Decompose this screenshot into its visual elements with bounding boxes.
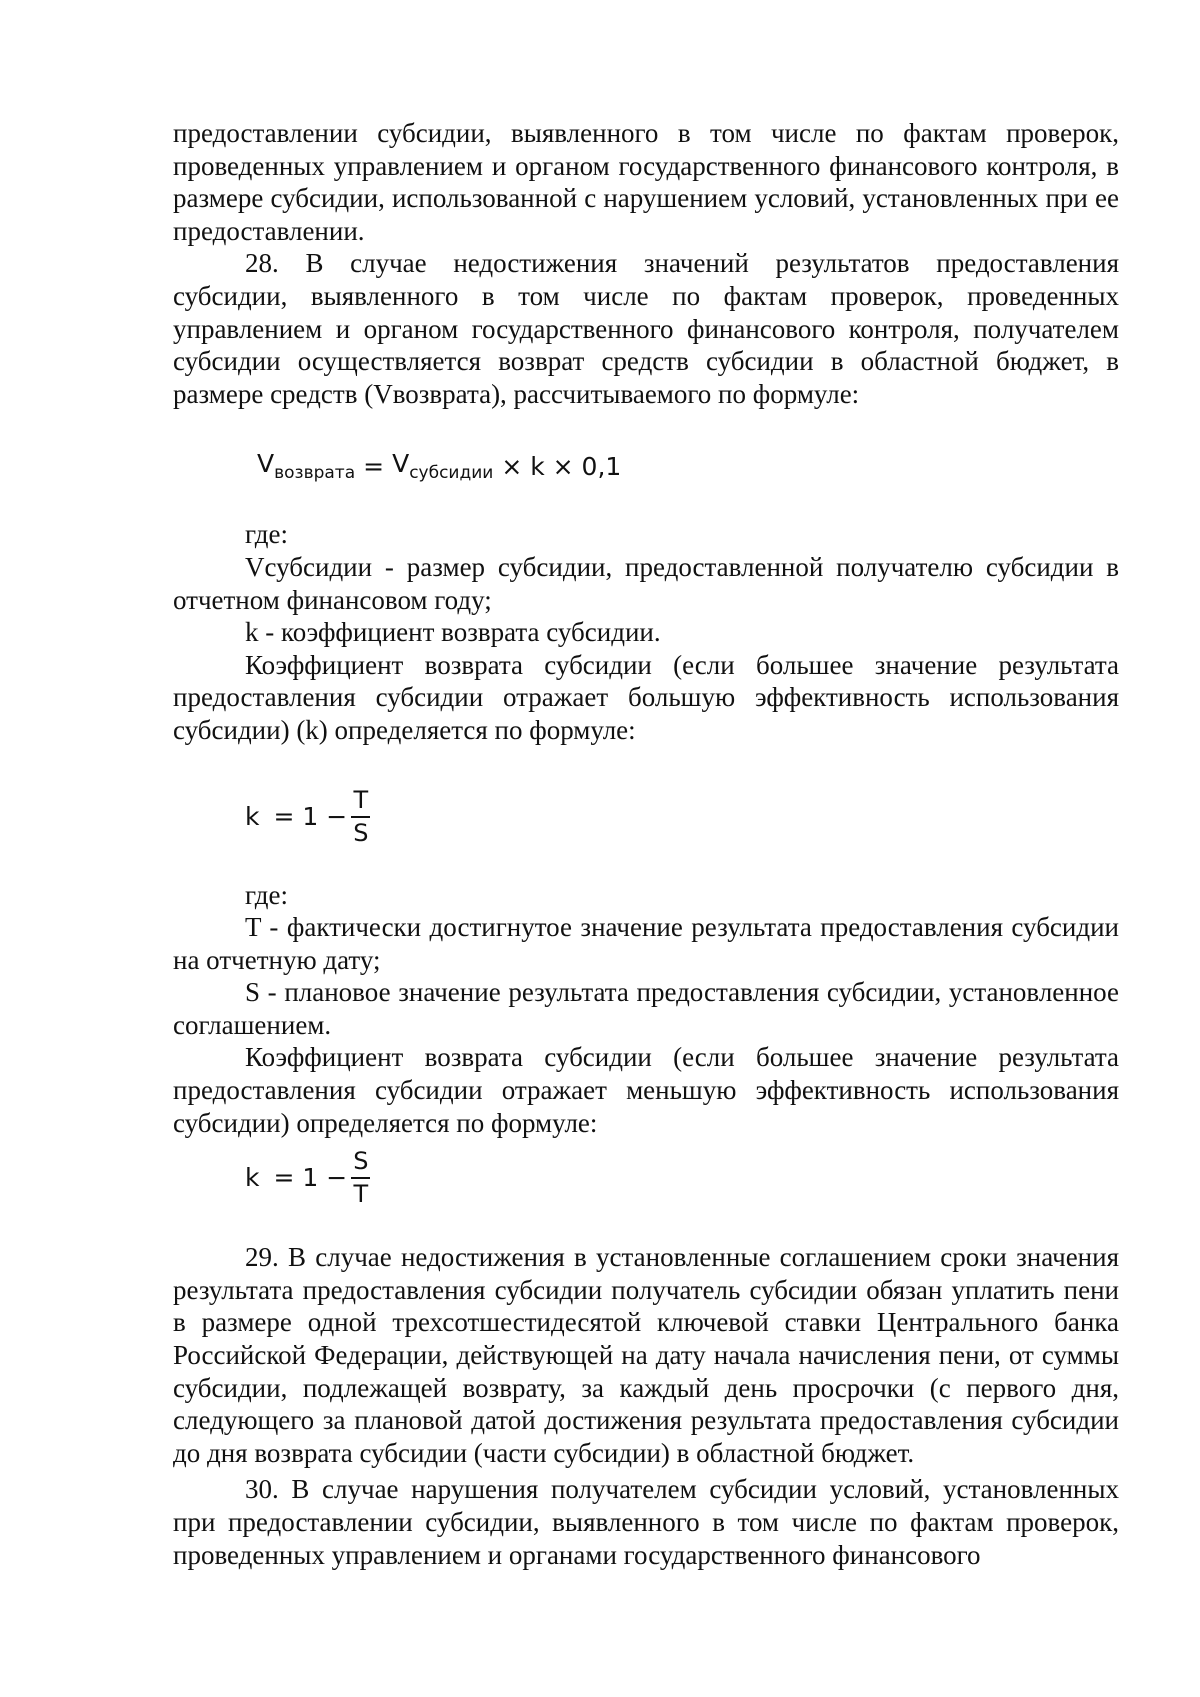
paragraph-continuation: предоставлении субсидии, выявленного в том числе по фактам проверок, проведенных управлением и органом государственного финансового контроля, в размере субсидии, использованной с нарушением условий, установленных при ее предоставлении.	[173, 118, 1119, 246]
formula-v-return	[257, 436, 1119, 496]
definition-k: k - коэффициент возврата субсидии.	[245, 617, 661, 648]
formula-v-lhs: $V_{возврата}$	[257, 449, 356, 484]
fraction-bar	[351, 1177, 370, 1179]
formula-v-tail: × k × 0,1	[501, 451, 622, 481]
formula-k1-lhs: k	[245, 802, 260, 831]
definition-vsubsidy: Vсубсидии - размер субсидии, предоставленной получателю субсидии в отчетном финансовом году;	[173, 551, 1119, 615]
paragraph-29: 29. В случае недостижения в установленные соглашением сроки значения результата предоставления субсидии получатель субсидии обязан уплатить пени в размере одной трехсотшестидесятой ключевой ставки Центрального банка Российской Федерации, действующей на дату начала начисления пени, от суммы субсидии, подлежащей возврату, за каждый день просрочки (с первого дня, следующего за плановой датой достижения результата предоставления субсидии до дня возврата субсидии (части субсидии) в областной бюджет.	[173, 1242, 1119, 1468]
formula-k-second	[245, 1139, 1119, 1215]
document-page	[173, 117, 1119, 1571]
formula-k2-fraction	[351, 1146, 370, 1208]
formula-equals: =	[363, 451, 385, 481]
where-label-1: где:	[245, 519, 288, 550]
formula-k1-fraction	[351, 788, 370, 845]
formula-k2-numerator: S	[353, 1146, 369, 1175]
formula-k1-denominator: S	[353, 819, 369, 847]
fraction-bar	[351, 816, 370, 818]
formula-k1-eq: = 1 −	[273, 802, 348, 831]
where-label-2: где:	[245, 879, 288, 910]
formula-k1-numerator: T	[353, 786, 369, 814]
definition-s: S - плановое значение результата предоставления субсидии, установленное соглашением.	[173, 977, 1119, 1040]
formula-k2-denominator: T	[353, 1179, 369, 1208]
formula-k2-lhs: k	[245, 1162, 260, 1192]
paragraph-30: 30. В случае нарушения получателем субсидии условий, установленных при предоставлении субсидии, выявленного в том числе по фактам проверок, проведенных управлением и органами государственного финансового	[173, 1474, 1119, 1570]
paragraph-28: 28. В случае недостижения значений результатов предоставления субсидии, выявленного в том числе по фактам проверок, проведенных управлением и органом государственного финансового контроля, получателем субсидии осуществляется возврат средств субсидии в областной бюджет, в размере средств (Vвозврата), рассчитываемого по формуле:	[173, 248, 1119, 409]
paragraph-coefficient-1: Коэффициент возврата субсидии (если большее значение результата предоставления субсидии отражает большую эффективность использования субсидии) (k) определяется по формуле:	[173, 649, 1119, 745]
formula-v-rhs: $V_{субсидии}$	[392, 449, 494, 484]
paragraph-coefficient-2: Коэффициент возврата субсидии (если большее значение результата предоставления субсидии отражает меньшую эффективность использования субсидии) определяется по формуле:	[173, 1042, 1119, 1138]
formula-k2-eq: = 1 −	[273, 1162, 348, 1192]
formula-k-first	[245, 777, 1119, 857]
definition-t: T - фактически достигнутое значение результата предоставления субсидии на отчетную дату;	[173, 912, 1119, 975]
